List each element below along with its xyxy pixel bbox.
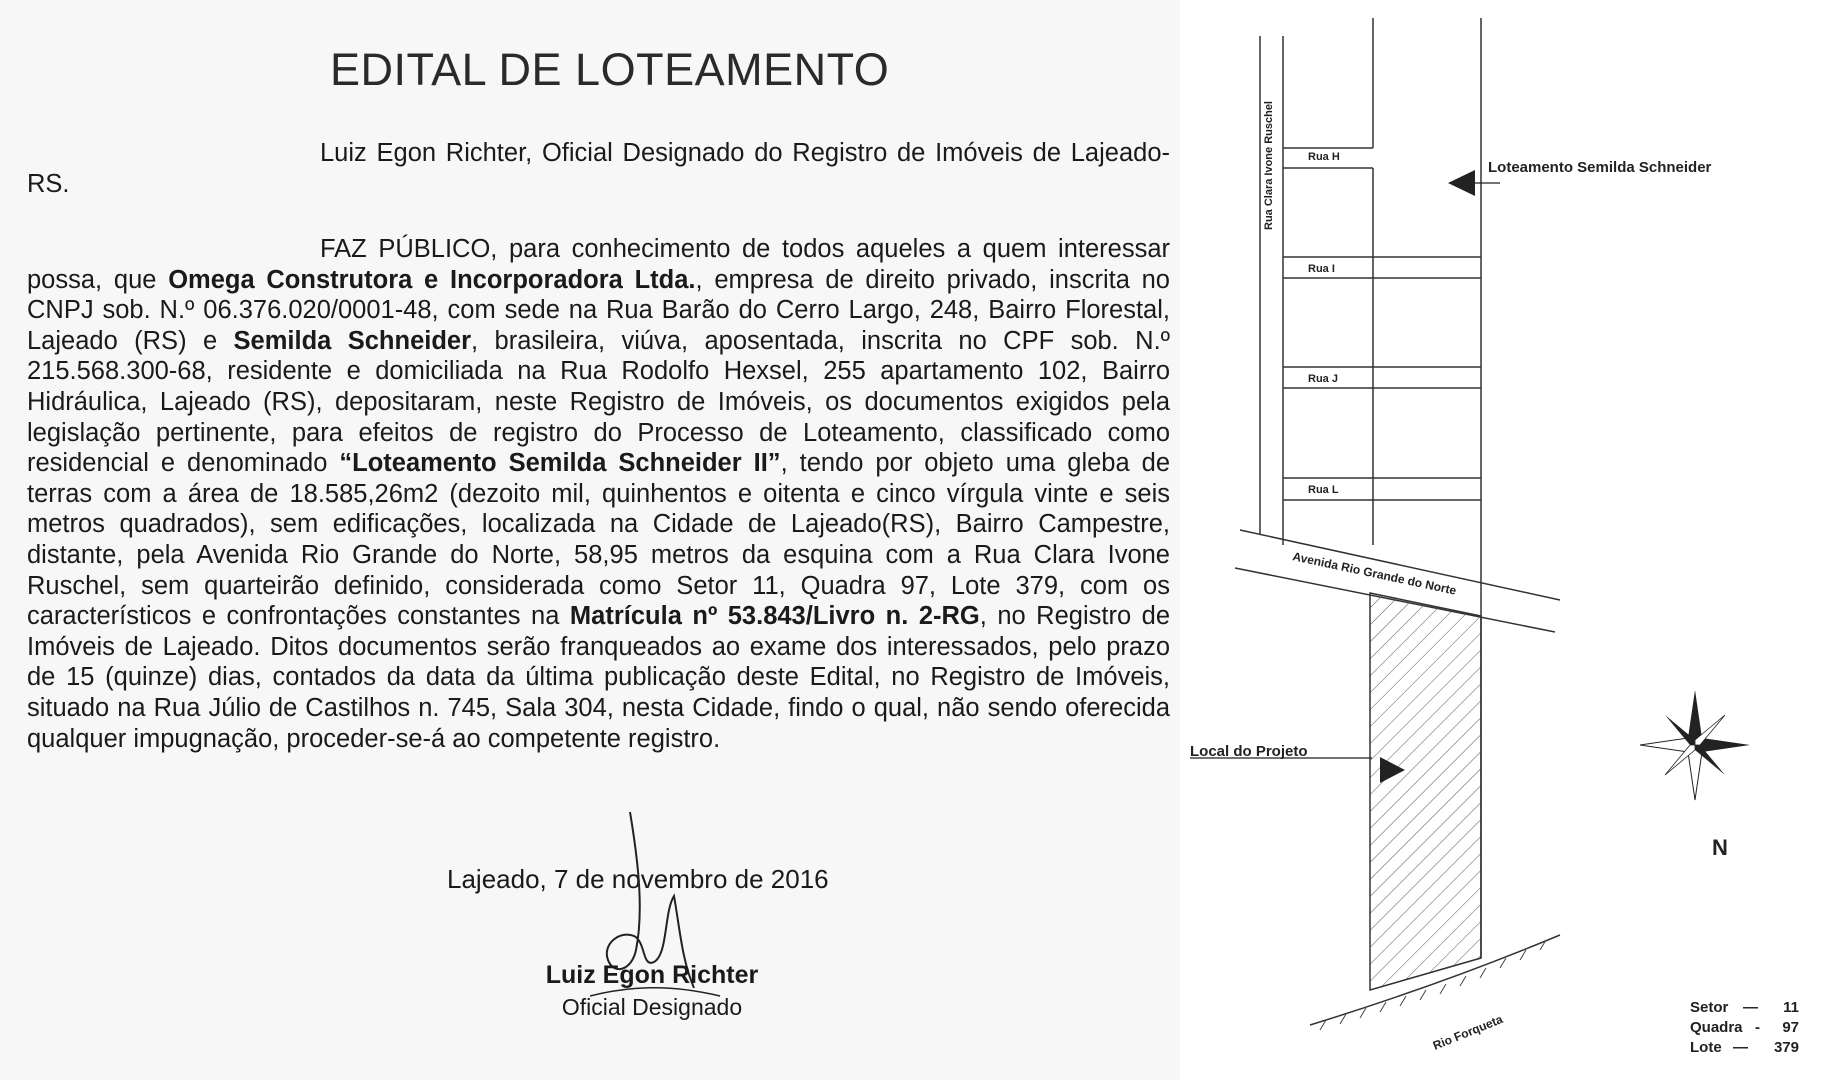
legend-setor-value: 11 [1783, 999, 1799, 1016]
body-text-4: , tendo por objeto uma gleba de terras com a área de 18.585,26m2 (dezoito mil, quinhentos e oitenta e cinco vírgula vinte e seis metros quadrados), sem edificações, localizada na Cidade de Lajeado(RS), Bairro Campestre, distante, pela Avenida Rio Grande do Norte, 58,95 metros da esquina com a Rua Clara Ivone Ruschel, sem quarteirão definido, considerada como Setor 11, Quadra 97, Lote 379, com os característicos e confrontações constantes na [27, 449, 1170, 631]
signer-name: Luiz Egon Richter [545, 961, 759, 989]
street-label-l: Rua L [1308, 484, 1339, 496]
label-loteamento: Loteamento Semilda Schneider [1488, 159, 1712, 176]
body-text-3: , brasileira, viúva, aposentada, inscrita no CPF sob. N.º 215.568.300-68, residente e domiciliada na Rua Rodolfo Hexsel, 255 apartamento 102, Bairro Hidráulica, Lajeado (RS), depositaram, neste Registro de Imóveis, os documentos exigidos pela legislação pertinente, para efeitos de registro do Processo de Loteamento, classificado como residencial e denominado [27, 326, 1170, 478]
document-title: EDITAL DE LOTEAMENTO [330, 44, 890, 95]
legend-lote-sep: — [1733, 1039, 1748, 1056]
river-label: Rio Forqueta [1430, 1012, 1505, 1053]
company-name: Omega Construtora e Incorporadora Ltda. [168, 265, 696, 294]
legend-setor-label: Setor [1690, 999, 1729, 1016]
avenue-line-top [1240, 530, 1560, 600]
street-label-j: Rua J [1308, 373, 1338, 385]
location-map [1180, 0, 1845, 1080]
cross-streets [1283, 148, 1481, 500]
legend-quadra-sep: - [1755, 1019, 1760, 1036]
body-text-5: , no Registro de Imóveis de Lajeado. Ditos documentos serão franqueados ao exame dos interessados, pelo prazo de 15 (quinze) dias, contados da data da última publicação deste Edital, no Registro de Imóveis, situado na Rua Júlio de Castilhos n. 745, Sala 304, nesta Cidade, findo o qual, não sendo oferecida qualquer impugnação, proceder-se-á ao competente registro. [27, 602, 1170, 753]
compass-north-label: N [1712, 835, 1728, 860]
label-local-projeto: Local do Projeto [1190, 743, 1308, 760]
legend-quadra-value: 97 [1782, 1019, 1799, 1036]
body-text-1: FAZ PÚBLICO, para conhecimento de todos aqueles a quem interessar possa, que [27, 235, 1170, 294]
street-label-h: Rua H [1308, 151, 1340, 163]
compass-rose-icon [1640, 690, 1750, 800]
arrow-loteamento-icon [1448, 170, 1475, 196]
street-label-i: Rua I [1308, 263, 1335, 275]
legend-setor-sep: — [1743, 999, 1758, 1016]
date-line: Lajeado, 7 de novembro de 2016 [447, 864, 829, 894]
signer-role: Oficial Designado [561, 994, 743, 1020]
body-paragraph [27, 234, 1170, 754]
project-lot [1370, 593, 1481, 990]
avenue-label: Avenida Rio Grande do Norte [1291, 549, 1458, 598]
owner-name: Semilda Schneider [233, 326, 472, 355]
street-vertical-label: Rua Clara Ivone Ruschel [1263, 101, 1275, 230]
lot-legend [1690, 999, 1799, 1056]
legend-lote-value: 379 [1773, 1039, 1799, 1056]
legend-lote-label: Lote [1690, 1039, 1722, 1056]
loteamento-name: “Loteamento Semilda Schneider II” [339, 449, 781, 478]
intro-paragraph: Luiz Egon Richter, Oficial Designado do Registro de Imóveis de Lajeado-RS. [27, 139, 1170, 198]
matricula-ref: Matrícula nº 53.843/Livro n. 2-RG [569, 602, 980, 631]
body-text-2: , empresa de direito privado, inscrita no CNPJ sob. N.º 06.376.020/0001-48, com sede na Rua Barão do Cerro Largo, 248, Bairro Florestal, Lajeado (RS) e [27, 265, 1170, 355]
legend-quadra-label: Quadra [1690, 1019, 1743, 1036]
